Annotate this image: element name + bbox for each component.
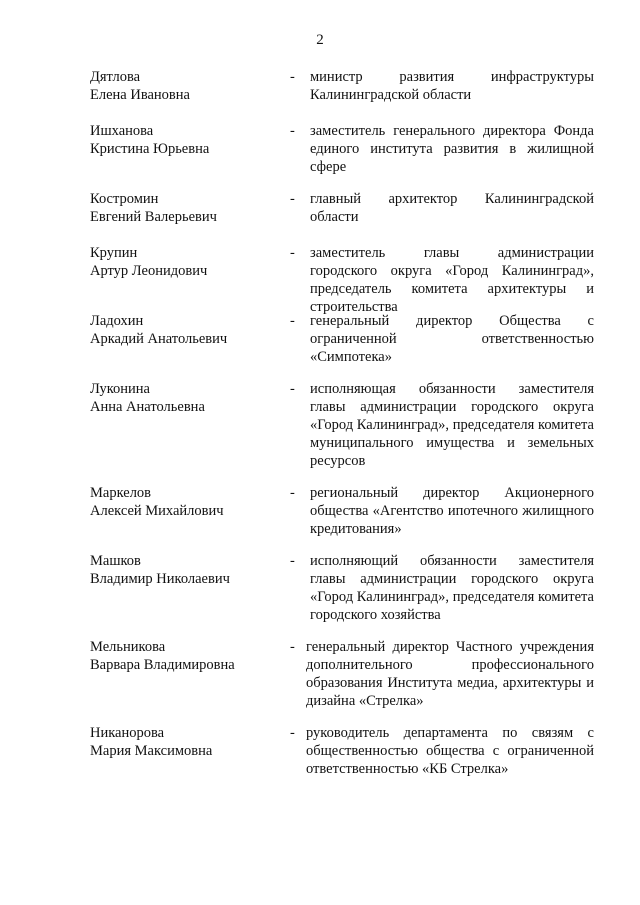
member-given-name: Евгений Валерьевич bbox=[90, 209, 217, 225]
member-name bbox=[90, 380, 280, 416]
member-position: заместитель генерального директора Фонда единого института развития в жилищной сфере bbox=[310, 123, 594, 175]
member-name bbox=[90, 484, 280, 520]
dash-separator: - bbox=[290, 313, 295, 329]
member-surname: Ишханова bbox=[90, 123, 154, 139]
member-position: руководитель департамента по связям с общественностью общества с ограниченной ответственностью «КБ Стрелка» bbox=[306, 725, 594, 777]
member-position: министр развития инфраструктуры Калининградской области bbox=[310, 69, 594, 103]
member-name bbox=[90, 312, 280, 348]
member-given-name: Артур Леонидович bbox=[90, 263, 208, 279]
member-surname: Луконина bbox=[90, 381, 150, 397]
member-position: региональный директор Акционерного общества «Агентство ипотечного жилищного кредитования» bbox=[310, 485, 594, 537]
member-position: генеральный директор Общества с ограниченной ответственностью «Симпотека» bbox=[310, 313, 594, 365]
member-name bbox=[90, 638, 280, 674]
member-given-name: Мария Максимовна bbox=[90, 743, 213, 759]
member-name bbox=[90, 122, 280, 158]
member-position: исполняющий обязанности заместителя главы администрации городского округа «Город Калининград», председателя комитета городского хозяйства bbox=[310, 553, 594, 623]
dash-separator: - bbox=[290, 485, 295, 501]
dash-separator: - bbox=[290, 245, 295, 261]
member-surname: Крупин bbox=[90, 245, 138, 261]
member-surname: Ладохин bbox=[90, 313, 144, 329]
page-number: 2 bbox=[316, 32, 324, 48]
member-given-name: Елена Ивановна bbox=[90, 87, 190, 103]
member-surname: Маркелов bbox=[90, 485, 152, 501]
member-position: главный архитектор Калининградской области bbox=[310, 191, 594, 225]
dash-separator: - bbox=[290, 69, 295, 85]
dash-separator: - bbox=[290, 381, 295, 397]
dash-separator: - bbox=[290, 191, 295, 207]
member-surname: Костромин bbox=[90, 191, 159, 207]
member-name bbox=[90, 244, 280, 280]
member-position: генеральный директор Частного учреждения дополнительного профессионального образования Института медиа, архитектуры и дизайна «Стрелка» bbox=[306, 639, 594, 709]
dash-separator: - bbox=[290, 123, 295, 139]
member-given-name: Варвара Владимировна bbox=[90, 657, 235, 673]
dash-separator: - bbox=[290, 725, 295, 741]
member-surname: Дятлова bbox=[90, 69, 141, 85]
member-name bbox=[90, 68, 280, 104]
member-name bbox=[90, 190, 280, 226]
member-given-name: Алексей Михайлович bbox=[90, 503, 224, 519]
dash-separator: - bbox=[290, 553, 295, 569]
dash-separator: - bbox=[290, 639, 295, 655]
member-surname: Никанорова bbox=[90, 725, 165, 741]
member-position: исполняющая обязанности заместителя главы администрации городского округа «Город Калининград», председателя комитета муниципального имущества и земельных ресурсов bbox=[310, 381, 594, 469]
member-given-name: Кристина Юрьевна bbox=[90, 141, 210, 157]
member-given-name: Анна Анатольевна bbox=[90, 399, 205, 415]
member-name bbox=[90, 552, 280, 588]
member-given-name: Аркадий Анатольевич bbox=[90, 331, 228, 347]
member-name bbox=[90, 724, 280, 760]
member-surname: Мельникова bbox=[90, 639, 166, 655]
member-given-name: Владимир Николаевич bbox=[90, 571, 230, 587]
member-position: заместитель главы администрации городского округа «Город Калининград», председатель комитета архитектуры и строительства bbox=[310, 245, 594, 315]
member-surname: Машков bbox=[90, 553, 141, 569]
